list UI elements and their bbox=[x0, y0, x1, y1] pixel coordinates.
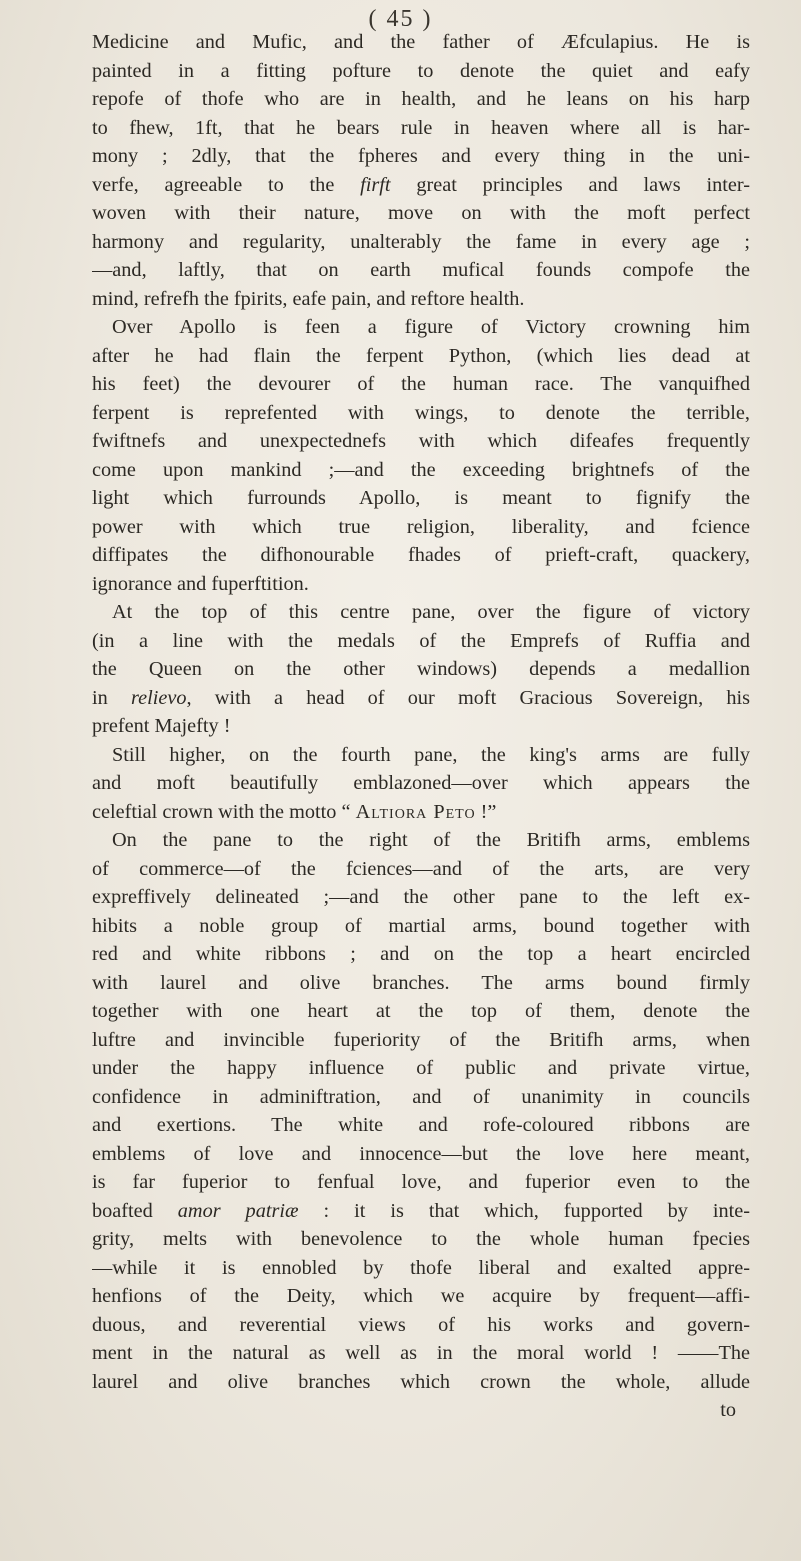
text-segment: !” bbox=[475, 800, 497, 823]
text-line bbox=[92, 1282, 750, 1311]
text-line bbox=[92, 798, 750, 827]
text-segment: is far fuperior to fenfual love, and fuperior even to the bbox=[92, 1171, 750, 1193]
text-segment: after he had flain the ferpent Python, (which lies dead at bbox=[92, 344, 750, 367]
text-line bbox=[92, 513, 750, 542]
text-segment: great principles and laws inter- bbox=[390, 173, 750, 196]
text-line bbox=[92, 912, 750, 941]
text-line bbox=[92, 28, 750, 57]
text-line bbox=[92, 712, 750, 741]
text-line bbox=[92, 1140, 750, 1169]
text-segment: —while it is ennobled by thofe liberal and exalted appre- bbox=[92, 1256, 750, 1279]
text-segment: henfions of the Deity, which we acquire by frequent—affi- bbox=[92, 1285, 750, 1307]
text-segment: mind, refrefh the fpirits, eafe pain, and reftore health. bbox=[92, 287, 525, 310]
text-segment: : it is that which, fupported by inte- bbox=[298, 1199, 750, 1222]
text-segment: ment in the natural as well as in the moral world ! ——The bbox=[92, 1342, 750, 1364]
text-segment: repofe of thofe who are in health, and he leans on his harp bbox=[92, 88, 750, 110]
text-line bbox=[92, 1254, 750, 1283]
text-segment: boafted bbox=[92, 1199, 178, 1222]
text-line bbox=[92, 627, 750, 656]
text-line bbox=[92, 370, 750, 399]
text-segment: At the top of this centre pane, over the figure of victory bbox=[112, 601, 750, 623]
text-segment: the Queen on the other windows) depends a medallion bbox=[92, 658, 750, 680]
text-segment: firft bbox=[360, 173, 391, 196]
text-segment: his feet) the devourer of the human race. The vanquifhed bbox=[92, 373, 750, 395]
catchword: to bbox=[720, 1399, 736, 1421]
text-line bbox=[92, 114, 750, 143]
text-segment: luftre and invincible fuperiority of the Britifh arms, when bbox=[92, 1028, 750, 1051]
text-segment: laurel and olive branches which crown the whole, allude bbox=[92, 1370, 750, 1393]
text-line bbox=[92, 940, 750, 969]
text-segment: duous, and reverential views of his works and govern- bbox=[92, 1313, 750, 1336]
text-segment: fwiftnefs and unexpectednefs with which difeafes frequently bbox=[92, 430, 750, 452]
text-line bbox=[92, 655, 750, 684]
page-number: ( 45 ) bbox=[368, 6, 433, 32]
text-line bbox=[92, 598, 750, 627]
text-segment: amor patriæ bbox=[177, 1199, 299, 1222]
text-segment: under the happy influence of public and private virtue, bbox=[92, 1057, 750, 1079]
text-line bbox=[92, 342, 750, 371]
text-segment: emblems of love and innocence—but the love here meant, bbox=[92, 1142, 750, 1165]
text-segment: prefent Majefty ! bbox=[92, 715, 231, 737]
text-segment: of commerce—of the fciences—and of the arts, are very bbox=[92, 857, 750, 880]
text-segment: painted in a fitting pofture to denote the quiet and eafy bbox=[92, 59, 750, 82]
text-segment: —and, laftly, that on earth mufical founds compofe the bbox=[92, 259, 750, 281]
text-segment: ignorance and fuperftition. bbox=[92, 572, 309, 595]
text-segment: mony ; 2dly, that the fpheres and every thing in the uni- bbox=[92, 145, 750, 167]
text-segment: with laurel and olive branches. The arms bound firmly bbox=[92, 971, 750, 994]
text-line bbox=[92, 57, 750, 86]
text-line bbox=[92, 969, 750, 998]
text-line bbox=[92, 1168, 750, 1197]
text-segment: relievo bbox=[130, 686, 187, 709]
text-line bbox=[92, 541, 750, 570]
text-line bbox=[92, 399, 750, 428]
text-line bbox=[92, 1368, 750, 1397]
text-line bbox=[92, 855, 750, 884]
text-segment: come upon mankind ;—and the exceeding brightnefs of the bbox=[92, 458, 750, 481]
text-segment: , with a head of our moft Gracious Sovereign, his bbox=[186, 686, 750, 709]
text-line bbox=[92, 1339, 750, 1368]
text-segment: confidence in adminiftration, and of unanimity in councils bbox=[92, 1085, 750, 1108]
text-segment: On the pane to the right of the Britifh arms, emblems bbox=[112, 829, 750, 851]
text-line bbox=[92, 313, 750, 342]
text-segment: Still higher, on the fourth pane, the king's arms are fully bbox=[112, 743, 750, 766]
text-line bbox=[92, 1111, 750, 1140]
text-line bbox=[92, 1225, 750, 1254]
text-line bbox=[92, 285, 750, 314]
text-segment: grity, melts with benevolence to the whole human fpecies bbox=[92, 1228, 750, 1250]
text-line bbox=[92, 883, 750, 912]
text-line bbox=[92, 1311, 750, 1340]
text-segment: expreffively delineated ;—and the other pane to the left ex- bbox=[92, 886, 750, 908]
text-segment: Altiora Peto bbox=[355, 800, 476, 823]
body-text bbox=[92, 28, 750, 1425]
text-line bbox=[92, 228, 750, 257]
text-segment: verfe, agreeable to the bbox=[92, 173, 361, 196]
text-segment: hibits a noble group of martial arms, bound together with bbox=[92, 914, 750, 937]
text-line bbox=[92, 1197, 750, 1226]
text-segment: to fhew, 1ft, that he bears rule in heaven where all is har- bbox=[92, 116, 750, 139]
text-segment: celeftial crown with the motto “ bbox=[92, 800, 356, 823]
text-segment: Over Apollo is feen a figure of Victory crowning him bbox=[112, 316, 750, 338]
text-segment: diffipates the difhonourable fhades of prieft-craft, quackery, bbox=[92, 544, 750, 566]
text-segment: red and white ribbons ; and on the top a heart encircled bbox=[92, 943, 750, 965]
text-segment: and moft beautifully emblazoned—over which appears the bbox=[92, 772, 750, 794]
text-segment: and exertions. The white and rofe-coloured ribbons are bbox=[92, 1114, 750, 1136]
text-segment: harmony and regularity, unalterably the fame in every age ; bbox=[92, 230, 750, 253]
text-line bbox=[92, 741, 750, 770]
text-line bbox=[92, 256, 750, 285]
text-line bbox=[92, 1054, 750, 1083]
text-line bbox=[92, 484, 750, 513]
text-line bbox=[92, 997, 750, 1026]
text-segment: woven with their nature, move on with the moft perfect bbox=[92, 202, 750, 224]
text-segment: ferpent is reprefented with wings, to denote the terrible, bbox=[92, 401, 750, 424]
text-line bbox=[92, 171, 750, 200]
text-line bbox=[92, 1026, 750, 1055]
text-segment: in bbox=[92, 686, 131, 709]
text-segment: together with one heart at the top of them, denote the bbox=[92, 1000, 750, 1022]
text-segment: power with which true religion, liberality, and fcience bbox=[92, 515, 750, 538]
text-line bbox=[92, 769, 750, 798]
text-line bbox=[92, 85, 750, 114]
text-segment: light which furrounds Apollo, is meant to fignify the bbox=[92, 487, 750, 509]
text-line bbox=[92, 142, 750, 171]
text-line bbox=[92, 1083, 750, 1112]
text-line bbox=[92, 826, 750, 855]
text-line bbox=[92, 570, 750, 599]
text-line bbox=[92, 456, 750, 485]
text-line bbox=[92, 684, 750, 713]
text-line bbox=[92, 427, 750, 456]
text-segment: (in a line with the medals of the Emprefs of Ruffia and bbox=[92, 629, 750, 652]
text-line bbox=[92, 199, 750, 228]
text-segment: Medicine and Mufic, and the father of Æfculapius. He is bbox=[92, 31, 750, 53]
